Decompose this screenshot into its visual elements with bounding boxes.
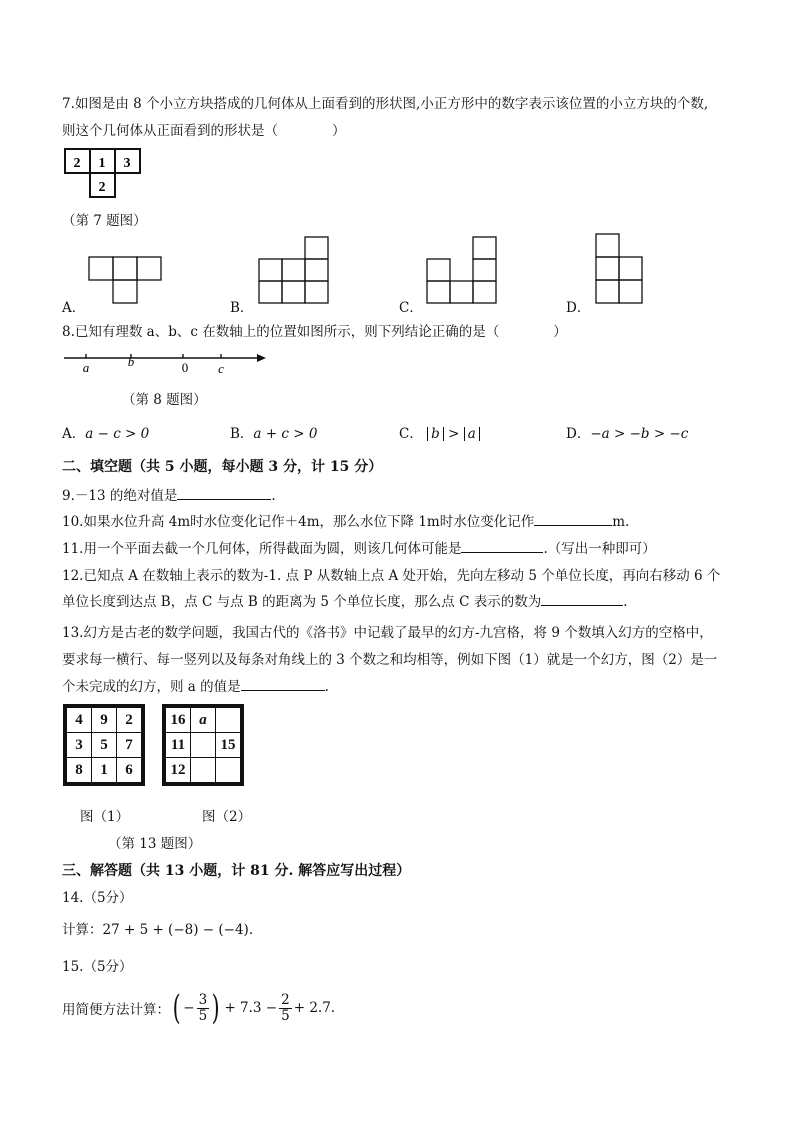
- q13-caption: （第 13 题图）: [108, 836, 202, 852]
- grid-number: 2: [98, 180, 106, 195]
- q7-option-c-shape: [425, 236, 499, 306]
- q11-end: .（写出一种即可）: [543, 541, 656, 557]
- q9-end: .: [271, 488, 276, 504]
- q13-line2: 要求每一横行、每一竖列以及每条对角线上的 3 个数之和均相等，例如下图（1）就是一个幻方，图（2）是一: [62, 652, 718, 668]
- option-letter: A．: [62, 426, 86, 442]
- fig-1-label: 图（1）: [80, 809, 130, 825]
- q12-end: .: [623, 594, 628, 610]
- magic-square-2: [162, 704, 244, 786]
- option-expr: a − c > 0: [85, 426, 150, 442]
- q13-text: 个未完成的幻方，则 a 的值是: [62, 679, 241, 695]
- q8-text: 8.已知有理数 a、b、c 在数轴上的位置如图所示，则下列结论正确的是（ ）: [62, 324, 567, 340]
- square-cell: 7: [117, 733, 142, 758]
- square-cell: [216, 708, 241, 733]
- q8-option-d: [566, 422, 688, 442]
- axis-label-c: c: [218, 361, 224, 376]
- q13-end: .: [324, 679, 329, 695]
- frac1-sign: −: [183, 1000, 195, 1016]
- abs-a: [464, 426, 480, 442]
- q7-caption: （第 7 题图）: [62, 213, 147, 229]
- q8-number-line: [62, 348, 272, 380]
- square-cell: 5: [92, 733, 117, 758]
- q8-caption: （第 8 题图）: [122, 392, 207, 408]
- square-cell: 6: [117, 758, 142, 783]
- q11-answer-blank[interactable]: [461, 552, 543, 553]
- square-cell: 9: [92, 708, 117, 733]
- frac1-denominator: 5: [198, 1007, 208, 1024]
- q8-option-b: [230, 422, 317, 442]
- q11-text: 11.用一个平面去截一个几何体，所得截面为圆，则该几何体可能是: [62, 541, 462, 557]
- option-letter: B．: [230, 426, 254, 442]
- frac1-numerator: 3: [198, 991, 208, 1008]
- q14-expression: 27 + 5 + (−8) − (−4).: [102, 922, 254, 938]
- frac2-denominator: 5: [281, 1007, 290, 1024]
- q9-answer-blank[interactable]: [177, 499, 271, 500]
- q9-text: 9.－13 的绝对值是: [62, 488, 178, 504]
- q7-line1: 7.如图是由 8 个小立方块搭成的几何体从上面看到的形状图,小正方形中的数字表示该位置的小立方块的个数,: [62, 96, 709, 112]
- option-expr: a + c > 0: [253, 426, 318, 442]
- q10-answer-blank[interactable]: [534, 525, 612, 526]
- abs-a-var: a: [467, 426, 476, 442]
- abs-b: [427, 426, 444, 442]
- square-cell: 3: [67, 733, 92, 758]
- grid-number: 1: [98, 156, 106, 171]
- q7-option-b: B．: [230, 300, 254, 316]
- q8-option-c: [399, 422, 480, 442]
- square-cell: [191, 733, 216, 758]
- square-cell: 8: [67, 758, 92, 783]
- q15-middle: + 7.3 −: [224, 1000, 278, 1016]
- square-cell: 4: [67, 708, 92, 733]
- q12-line2: [62, 590, 628, 610]
- axis-label-a: a: [82, 360, 90, 375]
- frac2-numerator: 2: [281, 991, 290, 1008]
- q7-option-c: C．: [399, 300, 423, 316]
- q12-text: 单位长度到达点 B，点 C 与点 B 的距离为 5 个单位长度，那么点 C 表示的数为: [62, 594, 542, 610]
- q14-heading: 14.（5分）: [62, 890, 133, 906]
- square-cell: 12: [166, 758, 191, 783]
- section-3-heading: 三、解答题（共 13 小题，计 81 分. 解答应写出过程）: [62, 863, 411, 879]
- square-cell: 1: [92, 758, 117, 783]
- grid-number: 3: [123, 156, 131, 171]
- q10-text: 10.如果水位升高 4m时水位变化记作＋4m，那么水位下降 1m时水位变化记作: [62, 514, 535, 530]
- q13-answer-blank[interactable]: [241, 690, 325, 691]
- square-cell: 16: [166, 708, 191, 733]
- q10: [62, 510, 629, 530]
- q10-end: m.: [612, 514, 630, 530]
- square-cell-a: a: [191, 708, 216, 733]
- right-paren: ): [211, 988, 220, 1028]
- q7-option-a: A．: [62, 300, 86, 316]
- axis-label-b: b: [127, 354, 135, 369]
- q14-label: 计算：: [62, 922, 103, 938]
- abs-b-var: b: [431, 426, 440, 442]
- q9: [62, 484, 276, 504]
- q13-line1: 13.幻方是古老的数学问题，我国古代的《洛书》中记载了最早的幻方-九宫格，将 9 个数填入幻方的空格中，: [62, 625, 713, 641]
- q7-option-a-shape: [88, 256, 166, 306]
- square-cell: [191, 758, 216, 783]
- q12-answer-blank[interactable]: [541, 605, 623, 606]
- q8-option-a: [62, 422, 149, 442]
- q15-body: [62, 985, 335, 1031]
- square-cell: [216, 758, 241, 783]
- q7-top-view-grid: [62, 146, 152, 202]
- option-letter: C．: [399, 426, 423, 442]
- magic-square-1: [63, 704, 145, 786]
- option-expr: >: [448, 426, 464, 442]
- q13-line3: [62, 675, 329, 695]
- q14-body: [62, 918, 253, 938]
- square-cell: 11: [166, 733, 191, 758]
- q7-option-b-shape: [257, 236, 333, 306]
- q15-heading: 15.（5分）: [62, 959, 133, 975]
- square-cell: 15: [216, 733, 241, 758]
- fraction-3-5: [197, 993, 210, 1024]
- q11: [62, 537, 656, 557]
- q7-option-d-shape: [594, 232, 646, 306]
- grid-number: 2: [73, 156, 81, 171]
- left-paren: (: [172, 988, 181, 1028]
- fig-2-label: 图（2）: [202, 809, 252, 825]
- fraction-2-5: [279, 993, 292, 1024]
- q7-option-d: D．: [566, 300, 591, 316]
- section-2-heading: 二、填空题（共 5 小题，每小题 3 分，计 15 分）: [62, 459, 383, 475]
- axis-label-0: 0: [181, 360, 189, 375]
- q7-line2: 则这个几何体从正面看到的形状是（ ）: [62, 123, 346, 139]
- square-cell: 2: [117, 708, 142, 733]
- option-letter: D．: [566, 426, 591, 442]
- q15-label: 用简便方法计算：: [62, 1002, 170, 1018]
- q12-line1: 12.已知点 A 在数轴上表示的数为-1. 点 P 从数轴上点 A 处开始，先向左移动 5 个单位长度，再向右移动 6 个: [62, 568, 721, 584]
- q15-tail: + 2.7.: [293, 1000, 336, 1016]
- option-expr: −a > −b > −c: [590, 426, 689, 442]
